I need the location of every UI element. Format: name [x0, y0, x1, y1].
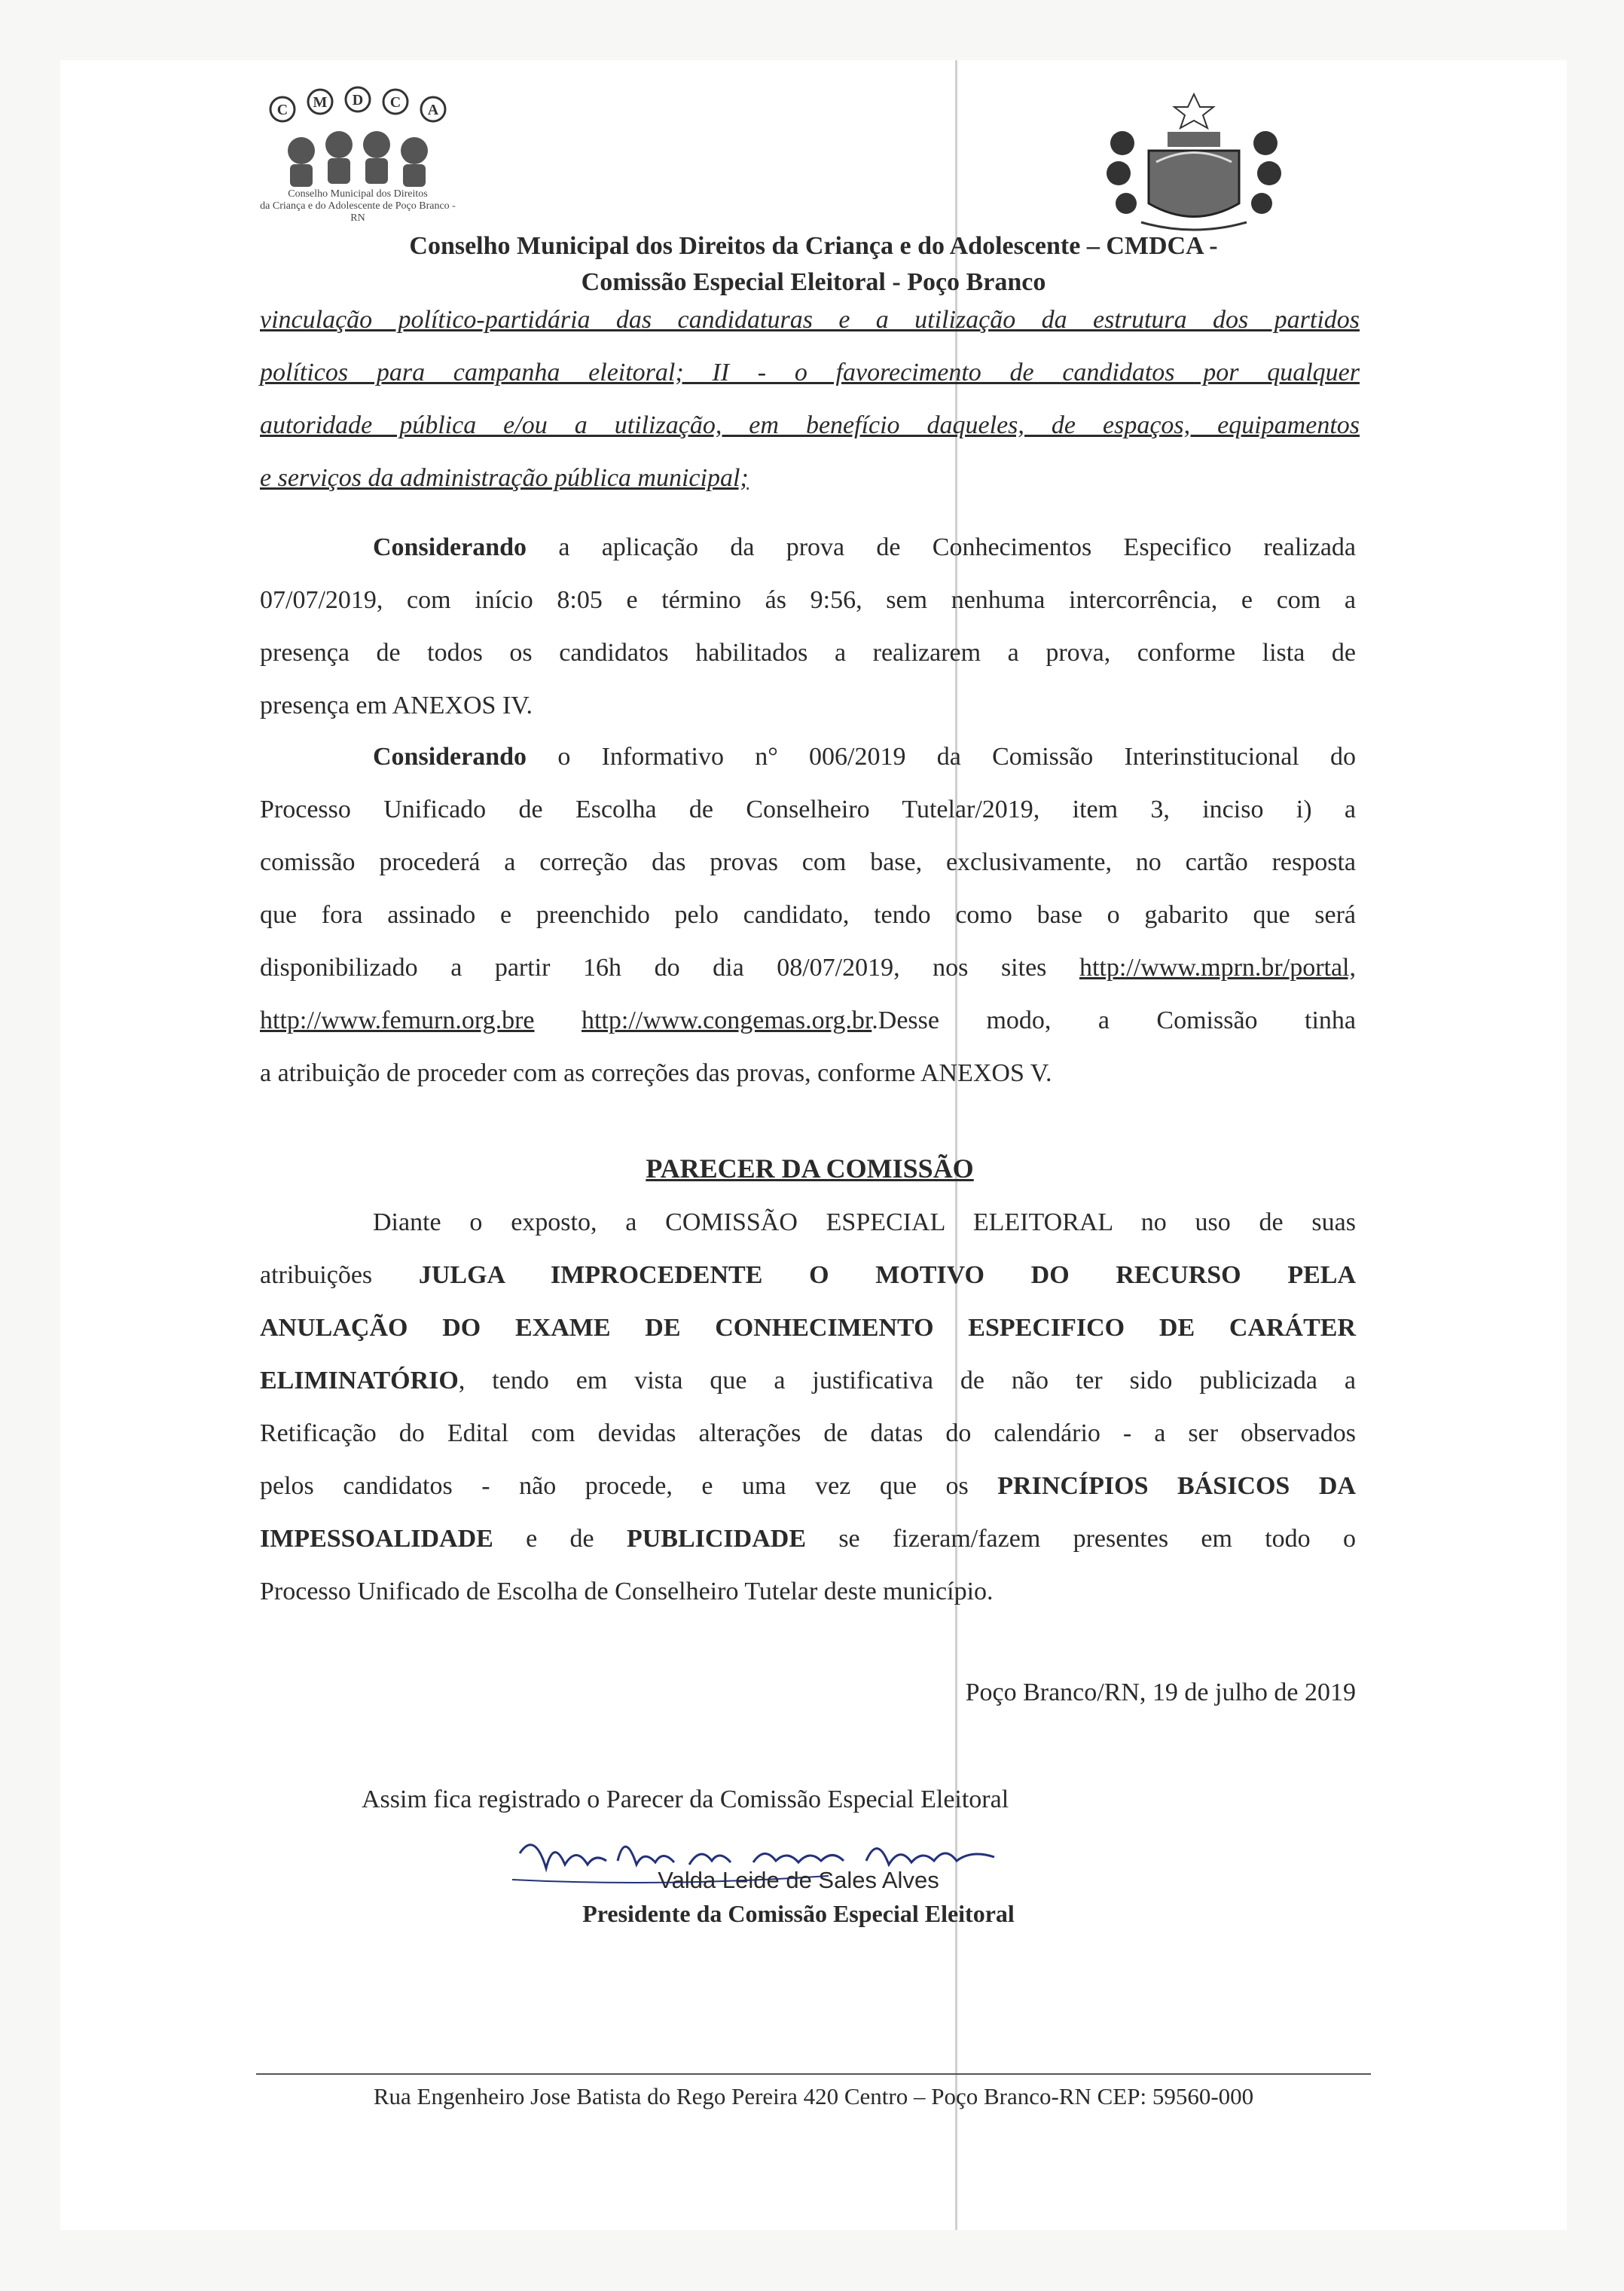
parecer-line2-b: JULGA IMPROCEDENTE O MOTIVO DO RECURSO PELA [418, 1261, 1356, 1289]
p2-line7: a atribuição de proceder com as correções das provas, conforme ANEXOS V. [260, 1059, 1052, 1087]
signatory-name: Valda Leide de Sales Alves [658, 1867, 939, 1893]
parecer-line2-a: atribuições [260, 1261, 373, 1289]
footer-divider [256, 2073, 1371, 2075]
parecer-line3-text: ANULAÇÃO DO EXAME DE CONHECIMENTO ESPECIFICO DE CARÁTER [260, 1314, 1356, 1342]
svg-text:M: M [313, 94, 328, 111]
document-date: Poço Branco/RN, 19 de julho de 2019 [965, 1679, 1356, 1706]
parecer-title: PARECER DA COMISSÃO [646, 1153, 974, 1184]
link-femurn[interactable]: http://www.femurn.org.bre [260, 1007, 535, 1034]
parecer-line5: Retificação do Edital com devidas alterações de datas do calendário - a ser observados [260, 1419, 1356, 1447]
parecer-line1: Diante o exposto, a COMISSÃO ESPECIAL ELEITORAL no uso de suas [373, 1208, 1356, 1236]
p2-line1 [260, 731, 1356, 784]
header-line-2: Comissão Especial Eleitoral - Poço Branco [581, 268, 1046, 296]
parecer-line4 [260, 1355, 1356, 1407]
parecer-line2 [260, 1249, 1356, 1302]
parecer-line7-b: e de [526, 1525, 594, 1553]
p1-line1-text: a aplicação da prova de Conhecimentos Especifico realizada [558, 533, 1356, 561]
p2-line1-text: o Informativo n° 006/2019 da Comissão Interinstitucional do [557, 743, 1356, 771]
parecer-line8: Processo Unificado de Escolha de Conselheiro Tutelar deste município. [260, 1578, 994, 1605]
link-congemas[interactable]: http://www.congemas.org.br [581, 1007, 872, 1034]
p2-line2: Processo Unificado de Escolha de Conselheiro Tutelar/2019, item 3, inciso i) a [260, 796, 1356, 823]
link-mprn[interactable]: http://www.mprn.br/portal, [1079, 954, 1356, 982]
footer-address: Rua Engenheiro Jose Batista do Rego Pereira 420 Centro – Poço Branco-RN CEP: 59560-000 [373, 2083, 1254, 2109]
p2-line4: que fora assinado e preenchido pelo candidato, tendo como base o gabarito que será [260, 901, 1356, 929]
p2-line5-text: disponibilizado a partir 16h do dia 08/07/2019, nos sites [260, 954, 1047, 982]
p2-bold: Considerando [373, 743, 527, 771]
paragraph-considerando-1 [260, 521, 1356, 732]
svg-text:C: C [389, 94, 401, 111]
logo-caption [260, 188, 456, 225]
svg-text:A: A [427, 102, 439, 118]
parecer-line4-b: , tendo em vista que a justificativa de não ter sido publicizada a [458, 1367, 1356, 1394]
svg-text:C: C [276, 102, 288, 118]
closing-statement: Assim fica registrado o Parecer da Comissão Especial Eleitoral [362, 1785, 1009, 1813]
italic-line-2: políticos para campanha eleitoral; II - o favorecimento de candidatos por qualquer [260, 359, 1360, 386]
parecer-line6-b: PRINCÍPIOS BÁSICOS DA [997, 1472, 1356, 1500]
logo-caption-line1: Conselho Municipal dos Direitos [288, 188, 428, 200]
p1-line2: 07/07/2019, com início 8:05 e término ás 9:56, sem nenhuma intercorrência, e com a [260, 586, 1356, 614]
p2-line5 [260, 942, 1356, 994]
parecer-line7-d: se fizeram/fazem presentes em todo o [838, 1525, 1356, 1553]
parecer-line7-a: IMPESSOALIDADE [260, 1525, 493, 1553]
parecer-line6 [260, 1460, 1356, 1513]
p1-line4: presença em ANEXOS IV. [260, 692, 533, 719]
p2-line6-text: .Desse modo, a Comissão tinha [872, 1007, 1357, 1034]
coat-of-arms-logo [1096, 90, 1292, 241]
p1-line1 [260, 521, 1356, 574]
header-line-1: Conselho Municipal dos Direitos da Criança e do Adolescente – CMDCA - [409, 232, 1218, 260]
italic-line-4: e serviços da administração pública municipal; [260, 464, 749, 492]
parecer-line6-a: pelos candidatos - não procede, e uma vez que os [260, 1472, 969, 1500]
italic-line-1: vinculação político-partidária das candidaturas e a utilização da estrutura dos partidos [260, 306, 1360, 334]
p2-line6 [260, 994, 1356, 1047]
paragraph-considerando-2 [260, 731, 1356, 1100]
p1-bold: Considerando [373, 533, 527, 561]
parecer-line7 [260, 1513, 1356, 1566]
svg-text:D: D [352, 92, 364, 108]
p1-line3: presença de todos os candidatos habilitados a realizarem a prova, conforme lista de [260, 639, 1356, 667]
p2-line3: comissão procederá a correção das provas com base, exclusivamente, no cartão resposta [260, 848, 1356, 876]
signatory-title: Presidente da Comissão Especial Eleitoral [582, 1900, 1015, 1927]
italic-line-3: autoridade pública e/ou a utilização, em benefício daqueles, de espaços, equipamentos [260, 411, 1360, 439]
parecer-paragraph [260, 1196, 1356, 1618]
logo-caption-line2: da Criança e do Adolescente de Poço Branco - RN [260, 200, 456, 224]
parecer-line4-a: ELIMINATÓRIO [260, 1367, 459, 1394]
parecer-line3 [260, 1302, 1356, 1355]
parecer-line7-c: PUBLICIDADE [626, 1525, 807, 1553]
